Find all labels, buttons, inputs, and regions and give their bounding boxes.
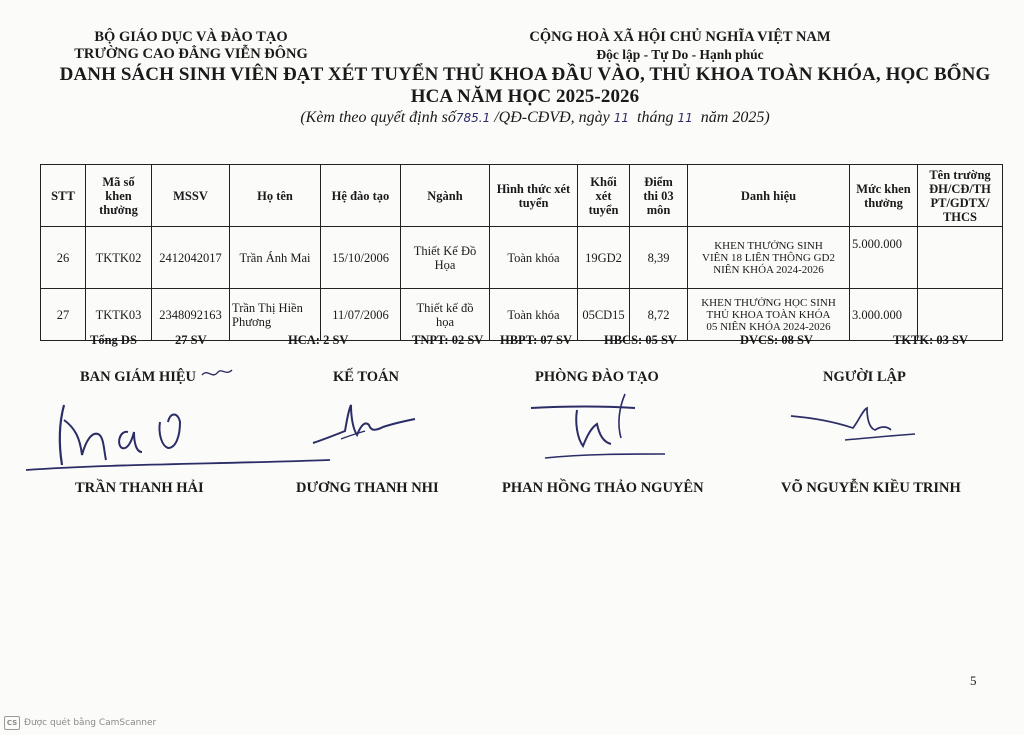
cell-ma-so: TKTK02 <box>86 227 152 289</box>
cell-mssv: 2412042017 <box>152 227 230 289</box>
cell-stt: 27 <box>41 289 86 341</box>
cell-khoi: 05CD15 <box>578 289 630 341</box>
header-ten-truong: Tên trường ĐH/CĐ/TH PT/GDTX/ THCS <box>918 165 1003 227</box>
header-danh-hieu: Danh hiệu <box>688 165 850 227</box>
cell-danh-hieu: KHEN THƯỞNG HỌC SINH THỦ KHOA TOÀN KHÓA 05 NIÊN KHÓA 2024-2026 <box>688 289 850 341</box>
cell-ten-truong <box>918 227 1003 289</box>
total-tktk: TKTK: 03 SV <box>893 333 969 347</box>
role-phong-dao-tao: PHÒNG ĐÀO TẠO <box>535 369 659 385</box>
cell-nganh: Thiết Kế Đồ Họa <box>401 227 490 289</box>
scanner-text: Được quét bằng CamScanner <box>24 718 157 728</box>
total-students: 27 SV <box>175 333 207 347</box>
role-ke-toan: KẾ TOÁN <box>333 369 399 385</box>
subtitle-part-1: (Kèm theo quyết định số <box>300 109 456 126</box>
name-preparer: VÕ NGUYỄN KIỀU TRINH <box>781 480 961 496</box>
cell-muc-khen: 3.000.000 <box>850 289 918 341</box>
table-header-row <box>41 165 1003 227</box>
subtitle-part-4: năm 2025) <box>700 109 770 126</box>
page-number: 5 <box>970 673 977 688</box>
total-tnpt: TNPT: 02 SV <box>412 333 484 347</box>
cell-khoi: 19GD2 <box>578 227 630 289</box>
camscanner-icon: CS <box>4 716 20 730</box>
cell-he-dao-tao: 15/10/2006 <box>321 227 401 289</box>
cell-nganh: Thiết kế đồ họa <box>401 289 490 341</box>
ministry-header <box>60 29 322 63</box>
header-nganh: Ngành <box>401 165 490 227</box>
total-hbcs: HBCS: 05 SV <box>604 333 677 347</box>
role-nguoi-lap: NGƯỜI LẬP <box>823 369 906 385</box>
cell-muc-khen: 5.000.000 <box>850 227 918 289</box>
document-title <box>40 64 1010 108</box>
header-diem: Điểm thi 03 môn <box>630 165 688 227</box>
signature-principal <box>20 360 340 480</box>
cell-stt: 26 <box>41 227 86 289</box>
ministry-name: BỘ GIÁO DỤC VÀ ĐÀO TẠO <box>94 29 288 45</box>
name-accountant: DƯƠNG THANH NHI <box>296 480 439 496</box>
signature-accountant <box>305 395 425 455</box>
total-dvcs: DVCS: 08 SV <box>740 333 813 347</box>
cell-diem: 8,72 <box>630 289 688 341</box>
cell-ma-so: TKTK03 <box>86 289 152 341</box>
cell-mssv: 2348092163 <box>152 289 230 341</box>
cell-danh-hieu: KHEN THƯỞNG SINH VIÊN 18 LIÊN THÔNG GD2 NIÊN KHÓA 2024-2026 <box>688 227 850 289</box>
student-table <box>40 164 1003 341</box>
total-hbpt: HBPT: 07 SV <box>500 333 572 347</box>
national-name: CỘNG HOÀ XÃ HỘI CHỦ NGHĨA VIỆT NAM <box>529 29 831 45</box>
decision-day: 11 <box>613 111 630 125</box>
header-khoi: Khối xét tuyển <box>578 165 630 227</box>
header-he-dao-tao: Hệ đào tạo <box>321 165 401 227</box>
decision-month: 11 <box>677 111 693 125</box>
header-hinh-thuc: Hình thức xét tuyển <box>490 165 578 227</box>
document-subtitle <box>200 109 870 127</box>
cell-ho-ten: Trần Ánh Mai <box>230 227 321 289</box>
name-principal: TRẦN THANH HẢI <box>75 480 204 496</box>
table-row <box>41 227 1003 289</box>
cell-hinh-thuc: Toàn khóa <box>490 227 578 289</box>
signature-preparer <box>785 400 925 450</box>
title-line-1: DANH SÁCH SINH VIÊN ĐẠT XÉT TUYỂN THỦ KHOA ĐẦU VÀO, THỦ KHOA TOÀN KHÓA, HỌC BỔNG <box>59 64 991 85</box>
school-name: TRƯỜNG CAO ĐẲNG VIỄN ĐÔNG <box>74 46 308 62</box>
national-motto: Độc lập - Tự Do - Hạnh phúc <box>596 47 764 62</box>
cell-hinh-thuc: Toàn khóa <box>490 289 578 341</box>
total-hca: HCA: 2 SV <box>288 333 349 347</box>
subtitle-part-2: /QĐ-CĐVĐ, ngày <box>494 109 610 126</box>
title-line-2: HCA NĂM HỌC 2025-2026 <box>410 86 640 107</box>
subtitle-part-3: tháng <box>637 109 674 126</box>
decision-number: 785.1 <box>455 111 491 125</box>
signature-training-office <box>525 388 675 463</box>
header-ma-so: Mã số khen thưởng <box>86 165 152 227</box>
scanner-watermark <box>4 716 156 730</box>
cell-diem: 8,39 <box>630 227 688 289</box>
header-ho-ten: Họ tên <box>230 165 321 227</box>
name-training-office: PHAN HỒNG THẢO NGUYÊN <box>502 480 704 496</box>
total-label: Tổng DS <box>90 333 137 347</box>
national-header <box>515 29 845 63</box>
role-ban-giam-hieu: BAN GIÁM HIỆU <box>80 369 197 385</box>
header-stt: STT <box>41 165 86 227</box>
cell-he-dao-tao: 11/07/2006 <box>321 289 401 341</box>
header-mssv: MSSV <box>152 165 230 227</box>
cell-ho-ten: Trần Thị Hiền Phương <box>230 289 321 341</box>
header-muc-khen: Mức khen thưởng <box>850 165 918 227</box>
